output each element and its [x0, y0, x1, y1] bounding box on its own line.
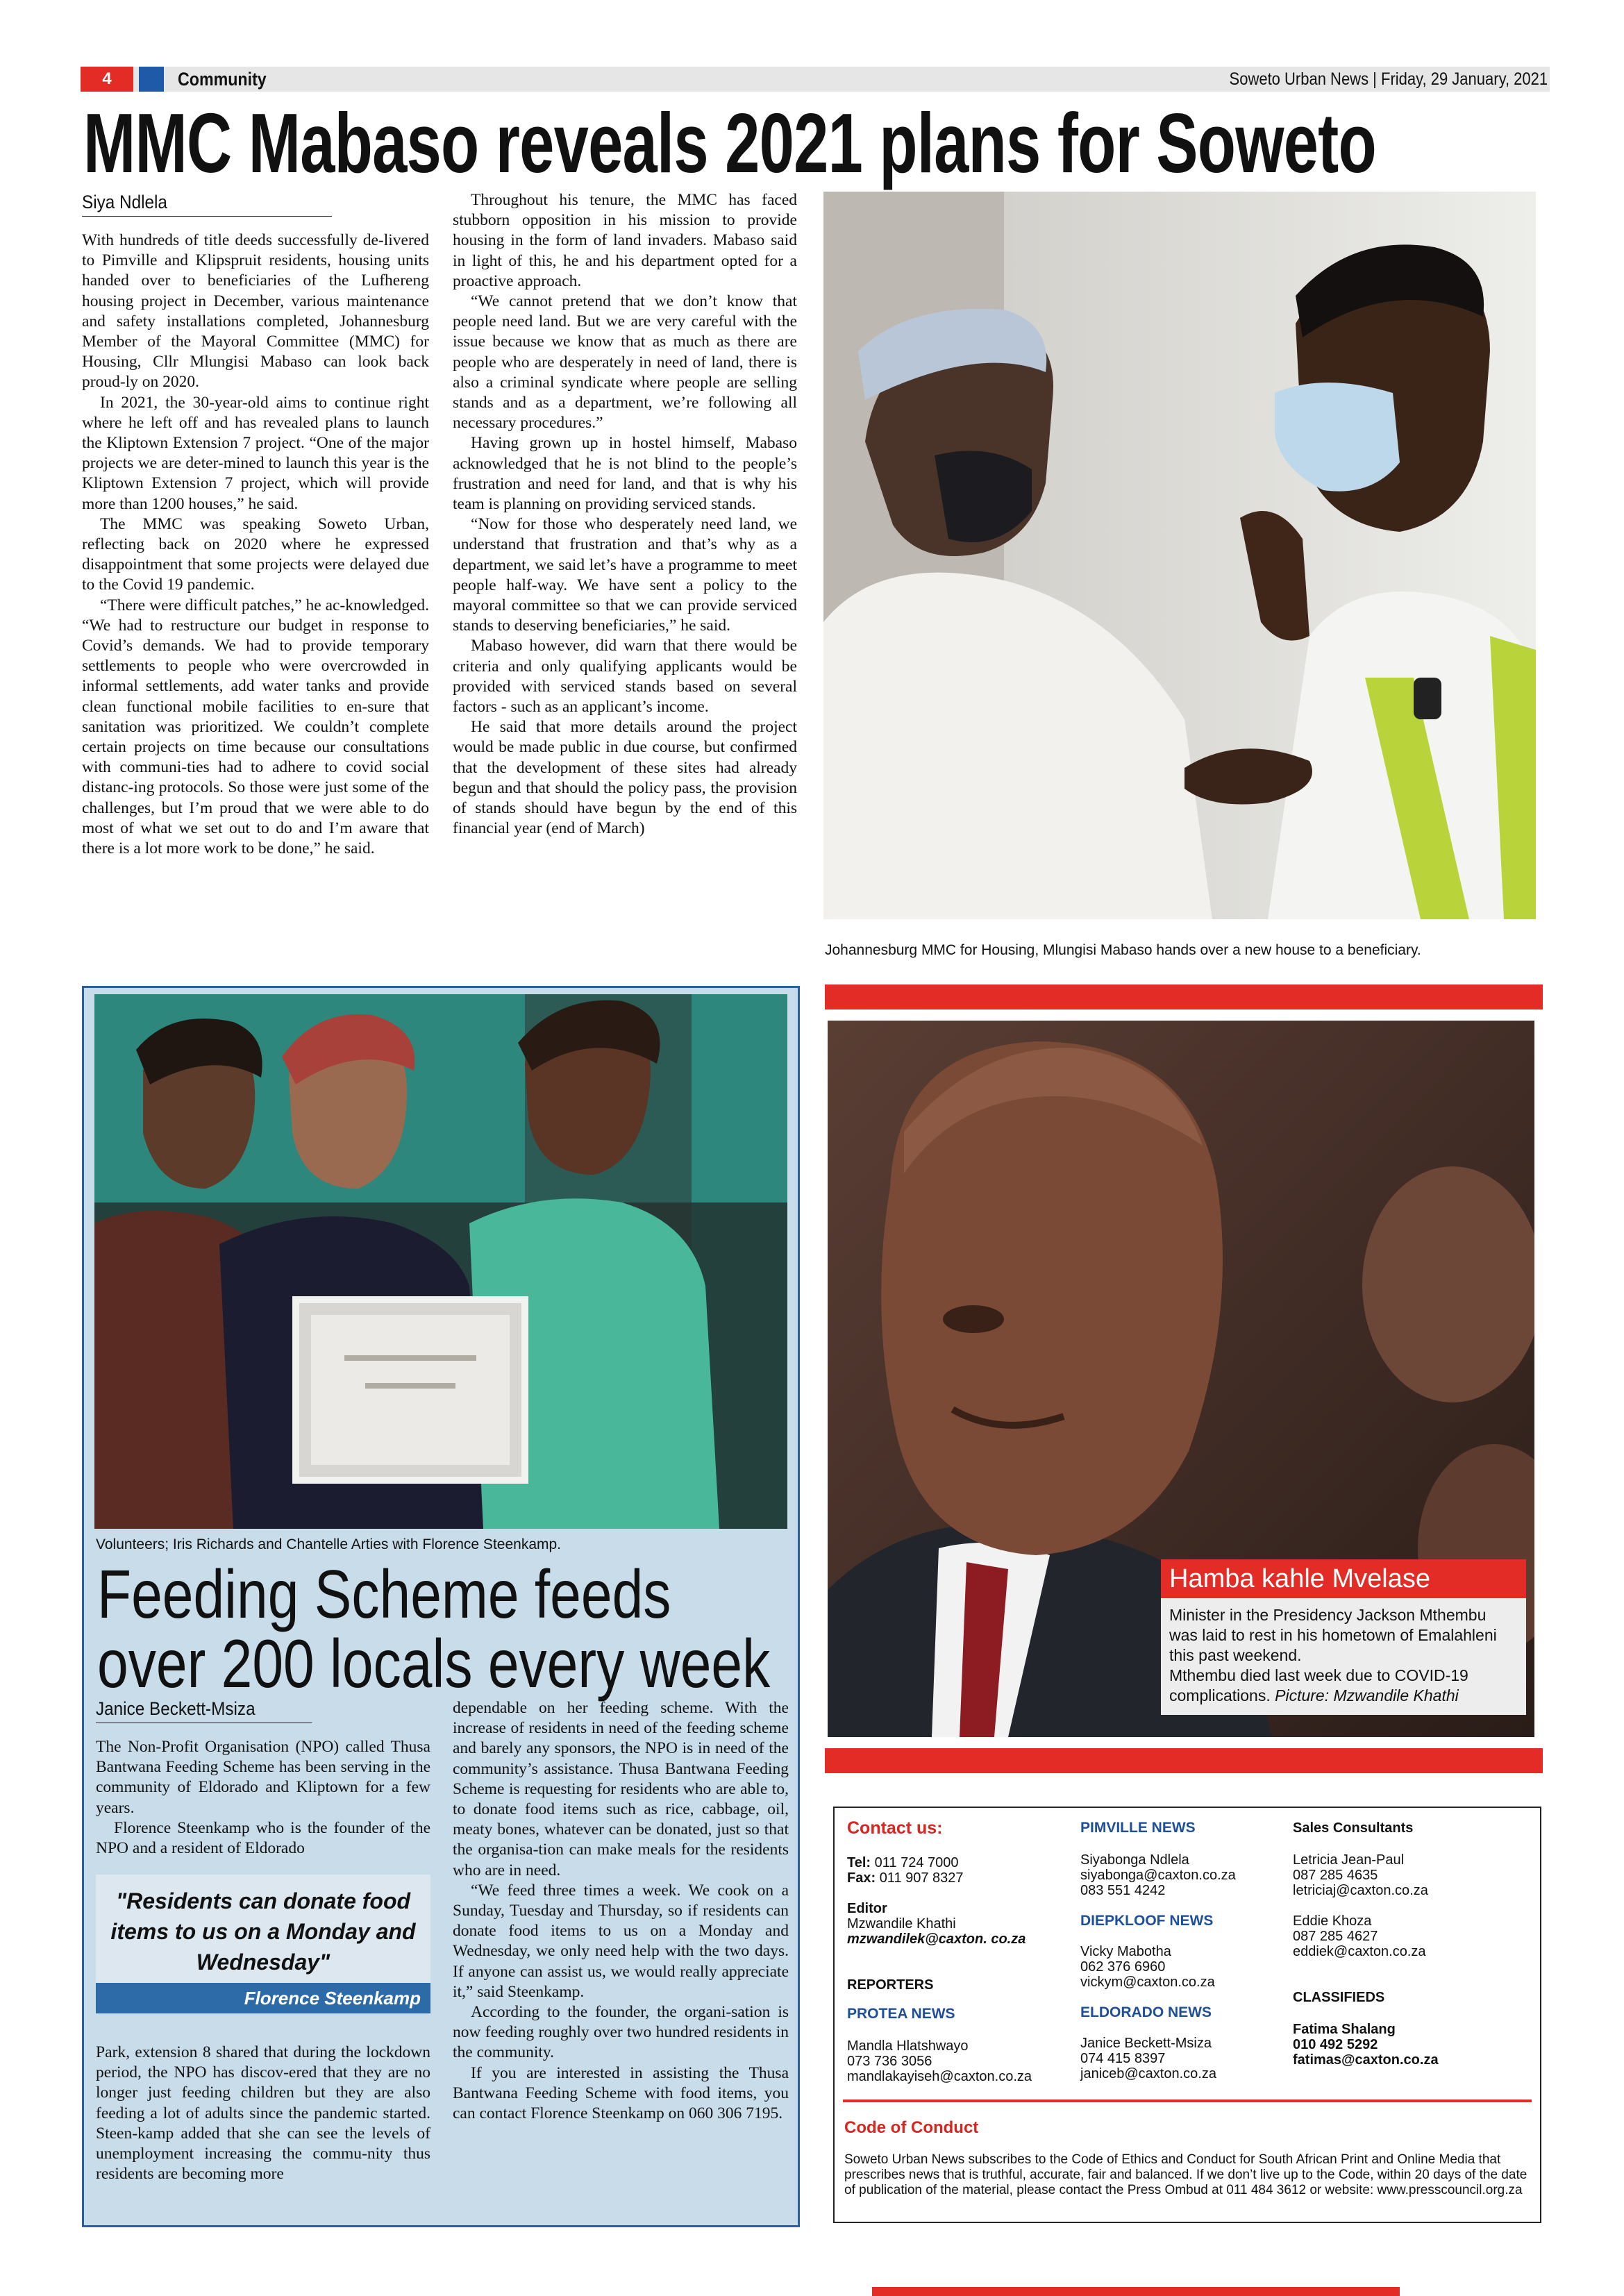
protea-phone: 073 736 3056 — [847, 2054, 932, 2069]
byline-text: Siya Ndlela — [82, 192, 167, 212]
lead-byline — [82, 192, 332, 217]
sales2-name: Eddie Khoza — [1293, 1913, 1372, 1929]
feeding-headline-line-2: over 200 locals every week — [97, 1625, 771, 1702]
paragraph: Throughout his tenure, the MMC has faced stubborn opposition in his mission to provide housing in the form of land invaders. Mabaso said in light of this, he and his department opted for a proactive approach. — [453, 191, 797, 290]
sales1-name: Letricia Jean-Paul — [1293, 1852, 1405, 1868]
sales2-email: eddiek@caxton.co.za — [1293, 1944, 1426, 1959]
pimville-name: Siyabonga Ndlela — [1080, 1852, 1189, 1868]
lead-photo-illustration — [823, 192, 1536, 919]
contacts-title: Contact us: — [847, 1818, 943, 1838]
paragraph: Having grown up in hostel himself, Mabaso acknowledged that he is not blind to the people’s frustration and need for land, and that is why his team is planning on providing serviced stands. — [453, 434, 797, 514]
red-rule-bottom — [825, 1748, 1543, 1773]
lead-photo-caption: Johannesburg MMC for Housing, Mlungisi Mabaso hands over a new house to a beneficiary. — [825, 942, 1421, 958]
mvelase-caption-line-1: Minister in the Presidency Jackson Mthembu was laid to rest in his hometown of Emalahleni this past weekend. — [1169, 1606, 1497, 1664]
editor-name: Mzwandile Khathi — [847, 1916, 956, 1932]
mvelase-caption — [1161, 1598, 1526, 1715]
diepkloof-name: Vicky Mabotha — [1080, 1944, 1171, 1959]
dateline: Soweto Urban News | Friday, 29 January, 2021 — [1229, 69, 1548, 89]
editor-label: Editor — [847, 1901, 887, 1916]
conduct-title: Code of Conduct — [844, 2118, 979, 2137]
classifieds-phone: 010 492 5292 — [1293, 2037, 1378, 2052]
paragraph: In 2021, the 30-year-old aims to continue right where he left off and has revealed plans to launch the Kliptown Extension 7 project. “One of the major projects we are deter-mined to launch this year is the Kliptown Extension 7 project, which will provide more than 1200 houses,” he said. — [82, 393, 429, 513]
classifieds-email: fatimas@caxton.co.za — [1293, 2052, 1439, 2068]
fax-label: Fax: — [847, 1870, 876, 1886]
section-marker — [139, 67, 164, 92]
lead-headline: MMC Mabaso reveals 2021 plans for Soweto — [83, 96, 1376, 190]
page-number: 4 — [81, 67, 133, 92]
pimville-phone: 083 551 4242 — [1080, 1883, 1166, 1898]
paragraph: According to the founder, the organi-sation is now feeding roughly over two hundred residents in the community. — [453, 2003, 789, 2062]
byline-text: Janice Beckett-Msiza — [96, 1698, 256, 1719]
photo-credit: Picture: Mzwandile Khathi — [1275, 1686, 1459, 1704]
sales1-phone: 087 285 4635 — [1293, 1868, 1378, 1883]
mvelase-title: Hamba kahle Mvelase — [1161, 1559, 1526, 1598]
feeding-column-2 — [453, 1698, 789, 2124]
paragraph: Florence Steenkamp who is the founder of the NPO and a resident of Eldorado — [96, 1818, 430, 1858]
diepkloof-email: vickym@caxton.co.za — [1080, 1975, 1215, 1990]
feeding-headline — [97, 1556, 771, 1702]
eldorado-email: janiceb@caxton.co.za — [1080, 2066, 1216, 2081]
editor-email: mzwandilek@caxton. co.za — [847, 1932, 1026, 1947]
paragraph: “We cannot pretend that we don’t know that people need land. But we are very careful with the issue because we know that as much as there are people who are desperately in need of land, there is also a criminal syndicate where people are selling stands and as a department, we’re following all necessary procedures.” — [453, 292, 797, 433]
contact-fax — [847, 1870, 964, 1886]
lead-column-1 — [82, 231, 429, 859]
mvelase-caption-text: Mthembu died last week due to COVID-19 complications. — [1169, 1666, 1468, 1704]
pull-quote-text: "Residents can donate food items to us on a Monday and Wednesday" — [110, 1888, 416, 1975]
protea-label: PROTEA NEWS — [847, 2006, 955, 2022]
conduct-divider — [843, 2100, 1532, 2102]
protea-name: Mandla Hlatshwayo — [847, 2038, 969, 2054]
paragraph: dependable on her feeding scheme. With the increase of residents in need of the feeding scheme and barely any sponsors, the NPO is in need of the community’s assistance. Thusa Bantwana Feeding Scheme is requesting for residents who are able to, to donate food items such as rice, cabbage, oil, meaty bones, whatever can be donated, just so that the organisa-tion can make meals for the residents who are in need. — [453, 1699, 789, 1879]
paragraph: “We feed three times a week. We cook on a Sunday, Tuesday and Thursday, so if residents can donate food items to us on a Monday and Wednesday, we only need help with the two days. If anyone can assist us, we would really appreciate it,” said Steenkamp. — [453, 1881, 789, 2001]
feeding-headline-line-1: Feeding Scheme feeds — [97, 1556, 671, 1632]
paragraph: With hundreds of title deeds successfully de-livered to Pimville and Klipspruit residents, housing units handed over to beneficiaries of the Lufhereng housing project in December, various maintenance and safety installations completed, Johannesburg Member of the Mayoral Committee (MMC) for Housing, Cllr Mlungisi Mabaso can look back proud-ly on 2020. — [82, 231, 429, 392]
lead-photo — [823, 192, 1536, 919]
diepkloof-phone: 062 376 6960 — [1080, 1959, 1166, 1975]
feeding-column-1-top — [96, 1737, 430, 1859]
eldorado-phone: 074 415 8397 — [1080, 2051, 1166, 2066]
tel-value: 011 724 7000 — [874, 1855, 959, 1870]
section-name: Community — [178, 69, 267, 90]
pull-quote-attribution: Florence Steenkamp — [96, 1983, 430, 2013]
reporters-label: REPORTERS — [847, 1977, 934, 1993]
paragraph: “There were difficult patches,” he ac-knowledged. “We had to restructure our budget in response to Covid’s demands. We had to provide temporary settlements to people who were overcrowded in informal settlements, add water tanks and provide clean functional mobile facilities to en-sure that sanitation was prioritized. We couldn’t complete certain projects on time because our consultations with communi-ties had to adhere to covid social distanc-ing protocols. So those were just some of the challenges, but I’m proud that we were able to do most of what we set out to do and I’m aware that there is a lot more work to be done,” he said. — [82, 596, 429, 858]
paragraph: Mabaso however, did warn that there would be criteria and only qualifying applicants would be provided with serviced stands based on several factors - such as an applicant’s income. — [453, 637, 797, 717]
paragraph: The MMC was speaking Soweto Urban, reflecting back on 2020 where he expressed disappointment that some projects were delayed due to the Covid 19 pandemic. — [82, 514, 429, 594]
sales-label: Sales Consultants — [1293, 1820, 1414, 1836]
mvelase-caption-line-2 — [1169, 1666, 1518, 1706]
feeding-byline — [96, 1698, 312, 1723]
protea-email: mandlakayiseh@caxton.co.za — [847, 2069, 1032, 2084]
classifieds-label: CLASSIFIEDS — [1293, 1990, 1385, 2005]
eldorado-label: ELDORADO NEWS — [1080, 2004, 1212, 2020]
paragraph: If you are interested in assisting the Thusa Bantwana Feeding Scheme with food items, you can contact Florence Steenkamp on 060 306 7195. — [453, 2063, 789, 2123]
bottom-rule — [872, 2287, 1400, 2296]
paragraph: The Non-Profit Organisation (NPO) called Thusa Bantwana Feeding Scheme has been serving in the community of Eldorado and Kliptown for a few years. — [96, 1738, 430, 1817]
eldorado-name: Janice Beckett-Msiza — [1080, 2036, 1212, 2051]
tel-label: Tel: — [847, 1855, 871, 1870]
classifieds-name: Fatima Shalang — [1293, 2022, 1396, 2037]
conduct-text: Soweto Urban News subscribes to the Code of Ethics and Conduct for South African Print and Online Media that prescribes news that is truthful, accurate, fair and balanced. If we don’t live up to the Code, within 20 days of the date of publication of the material, please contact the Press Ombud at 011 484 3612 or website: www.presscouncil.org.za — [844, 2152, 1527, 2197]
red-rule-top — [825, 984, 1543, 1009]
sales2-phone: 087 285 4627 — [1293, 1929, 1378, 1944]
diepkloof-label: DIEPKLOOF NEWS — [1080, 1913, 1214, 1929]
lead-column-2 — [453, 190, 797, 839]
paragraph: Park, extension 8 shared that during the lockdown period, the NPO has discov-ered that they are no longer just feeding children but they are also feeding a lot of adults since the pandemic started. Steen-kamp added that she can see the levels of unemployment increasing the commu-nity thus residents are becoming more — [96, 2043, 430, 2184]
feeding-photo-caption: Volunteers; Iris Richards and Chantelle Arties with Florence Steenkamp. — [96, 1536, 562, 1552]
pimville-label: PIMVILLE NEWS — [1080, 1820, 1196, 1836]
fax-value: 011 907 8327 — [879, 1870, 964, 1886]
contact-tel — [847, 1855, 959, 1870]
paragraph: He said that more details around the project would be made public in due course, but confirmed that the development of these sites had already begun and that should the policy pass, the provision of stands should have begun by the end of this financial year (end of March) — [453, 718, 797, 838]
feeding-photo-illustration — [94, 994, 787, 1529]
feeding-column-1-bottom — [96, 2043, 430, 2184]
pull-quote — [96, 1875, 430, 1987]
sales1-email: letriciaj@caxton.co.za — [1293, 1883, 1428, 1898]
feeding-photo — [94, 994, 787, 1529]
paragraph: “Now for those who desperately need land, we understand that frustration and that’s why as a department, we said let’s have a programme to meet people half-way. We have sent a policy to the mayoral committee so that we can provide serviced stands to deserving beneficiaries,” he said. — [453, 515, 797, 635]
pimville-email: siyabonga@caxton.co.za — [1080, 1868, 1236, 1883]
